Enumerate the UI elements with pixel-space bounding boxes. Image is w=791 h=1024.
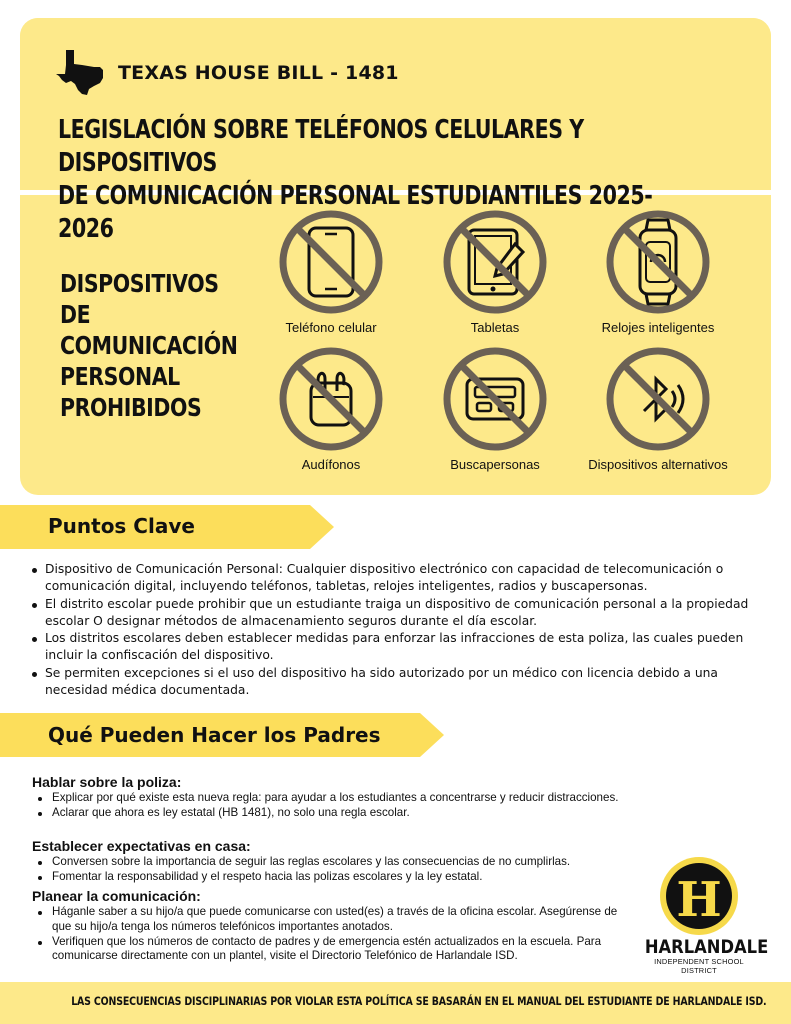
section-list — [32, 855, 632, 885]
logo-letter: H — [676, 872, 722, 928]
device-label: Dispositivos alternativos — [588, 457, 728, 472]
device-label: Audífonos — [301, 457, 361, 472]
logo-subtitle: INDEPENDENT SCHOOL DISTRICT — [654, 957, 744, 975]
device-smartwatch — [578, 208, 738, 335]
list-item: Háganle saber a su hijo/a que puede comunicarse con usted(es) a través de la oficina escolar. Asegúrense de que su hijo/a tenga los números telefónicos importantes anotados. — [32, 905, 632, 935]
list-item: Dispositivo de Comunicación Personal: Cualquier dispositivo electrónico con capacidad de telecomunicación o comunicación digital, incluyendo teléfonos, tabletas, relojes inteligentes, radios y buscapersonas. — [28, 561, 758, 596]
prohibited-heading-line: PERSONAL — [60, 362, 180, 391]
section-heading: Planear la comunicación: — [32, 888, 201, 904]
device-cell-phone — [251, 208, 411, 335]
list-item: Aclarar que ahora es ley estatal (HB 1481), no solo una regla escolar. — [32, 806, 632, 821]
header-panel — [20, 18, 771, 495]
key-points-title: Puntos Clave — [48, 514, 195, 538]
device-pager — [415, 345, 575, 472]
prohibited-heading-line: PROHIBIDOS — [60, 393, 202, 422]
texas-map-icon — [54, 48, 106, 98]
parents-title: Qué Pueden Hacer los Padres — [48, 723, 381, 747]
list-item: El distrito escolar puede prohibir que un estudiante traiga un dispositivo de comunicación personal a la propiedad escolar O designar métodos de almacenamiento seguros durante el día escolar. — [28, 596, 758, 631]
tablet-icon — [441, 208, 549, 316]
parents-section-talk — [32, 774, 632, 821]
device-label: Relojes inteligentes — [601, 320, 715, 335]
list-item: Explicar por qué existe esta nueva regla: para ayudar a los estudiantes a concentrarse y reducir distracciones. — [32, 791, 632, 806]
device-label: Buscapersonas — [450, 457, 540, 472]
pager-icon — [441, 345, 549, 453]
logo-emblem-icon — [636, 856, 762, 936]
parents-section-communication — [32, 888, 632, 964]
title-line-2: DE COMUNICACIÓN PERSONAL ESTUDIANTILES 2025-2026 — [58, 181, 653, 244]
cell-phone-icon — [277, 208, 385, 316]
device-alternative — [578, 345, 738, 472]
smartwatch-icon — [604, 208, 712, 316]
device-label: Teléfono celular — [285, 320, 377, 335]
list-item: Se permiten excepciones si el uso del dispositivo ha sido autorizado por un médico con licencia debido a una necesidad médica documentada. — [28, 665, 758, 700]
device-earbuds — [251, 345, 411, 472]
device-tablet — [415, 208, 575, 335]
earbuds-icon — [277, 345, 385, 453]
list-item: Los distritos escolares deben establecer medidas para enforzar las infracciones de esta poliza, las cuales pueden incluir la confiscación del dispositivo. — [28, 630, 758, 665]
device-label: Tabletas — [470, 320, 520, 335]
footer-band — [0, 982, 791, 1024]
section-list — [32, 905, 632, 964]
title-line-1: LEGISLACIÓN SOBRE TELÉFONOS CELULARES Y DISPOSITIVOS — [58, 115, 584, 178]
harlandale-logo — [636, 856, 769, 975]
section-heading: Hablar sobre la poliza: — [32, 774, 182, 790]
list-item: Fomentar la responsabilidad y el respeto hacia las polizas escolares y la ley estatal. — [32, 870, 632, 885]
section-list — [32, 791, 632, 821]
list-item: Conversen sobre la importancia de seguir las reglas escolares y las consecuencias de no cumplirlas. — [32, 855, 632, 870]
prohibited-heading-line: COMUNICACIÓN — [60, 331, 238, 360]
logo-name: HARLANDALE — [644, 936, 769, 958]
bill-title: TEXAS HOUSE BILL - 1481 — [118, 62, 399, 84]
key-points-list — [28, 561, 758, 699]
list-item: Verifiquen que los números de contacto de padres y de emergencia estén actualizados en la escuela. Para comunicarse directamente con un plantel, visite el Directorio Telefónico de Harlandale ISD. — [32, 935, 632, 965]
parents-section-expectations — [32, 838, 632, 885]
footer-text: LAS CONSECUENCIAS DISCIPLINARIAS POR VIOLAR ESTA POLÍTICA SE BASARÁN EN EL MANUAL DEL ESTUDIANTE DE HARLANDALE ISD. — [71, 994, 767, 1008]
section-heading: Establecer expectativas en casa: — [32, 838, 251, 854]
bluetooth-icon — [604, 345, 712, 453]
prohibited-heading — [60, 268, 249, 423]
prohibited-heading-line: DISPOSITIVOS DE — [60, 269, 219, 329]
